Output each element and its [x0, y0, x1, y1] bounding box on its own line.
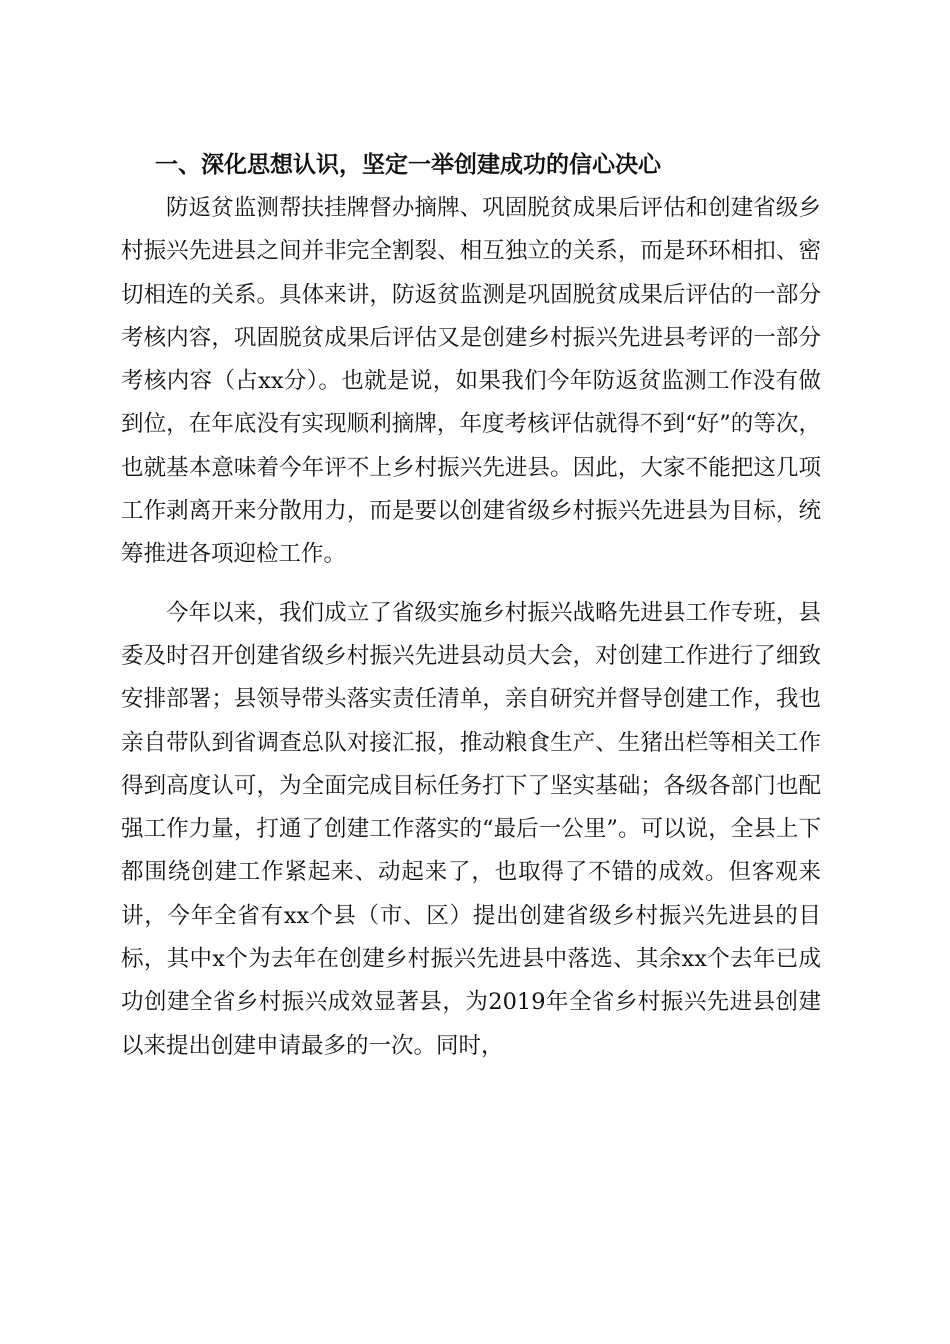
paragraph-2: 今年以来，我们成立了省级实施乡村振兴战略先进县工作专班，县委及时召开创建省级乡村振兴先进县动员大会，对创建工作进行了细致安排部署；县领导带头落实责任清单，亲自研究并督导创建工作，我也亲自带队到省调查总队对接汇报，推动粮食生产、生猪出栏等相关工作得到高度认可，为全面完成目标任务打下了坚实基础；各级各部门也配强工作力量，打通了创建工作落实的“最后一公里”。可以说，全县上下都围绕创建工作紧起来、动起来了，也取得了不错的成效。但客观来讲，今年全省有xx个县（市、区）提出创建省级乡村振兴先进县的目标，其中x个为去年在创建乡村振兴先进县中落选、其余xx个去年已成功创建全省乡村振兴成效显著县，为2019年全省乡村振兴先进县创建以来提出创建申请最多的一次。同时， — [121, 599, 821, 1059]
document-body — [121, 143, 821, 1068]
section-heading: 一、深化思想认识，坚定一举创建成功的信心决心 — [155, 152, 661, 178]
paragraph-1: 防返贫监测帮扶挂牌督办摘牌、巩固脱贫成果后评估和创建省级乡村振兴先进县之间并非完全割裂、相互独立的关系，而是环环相扣、密切相连的关系。具体来讲，防返贫监测是巩固脱贫成果后评估的一部分考核内容，巩固脱贫成果后评估又是创建乡村振兴先进县考评的一部分考核内容（占xx分）。也就是说，如果我们今年防返贫监测工作没有做到位，在年底没有实现顺利摘牌，年度考核评估就得不到“好”的等次，也就基本意味着今年评不上乡村振兴先进县。因此，大家不能把这几项工作剥离开来分散用力，而是要以创建省级乡村振兴先进县为目标，统筹推进各项迎检工作。 — [121, 195, 821, 568]
